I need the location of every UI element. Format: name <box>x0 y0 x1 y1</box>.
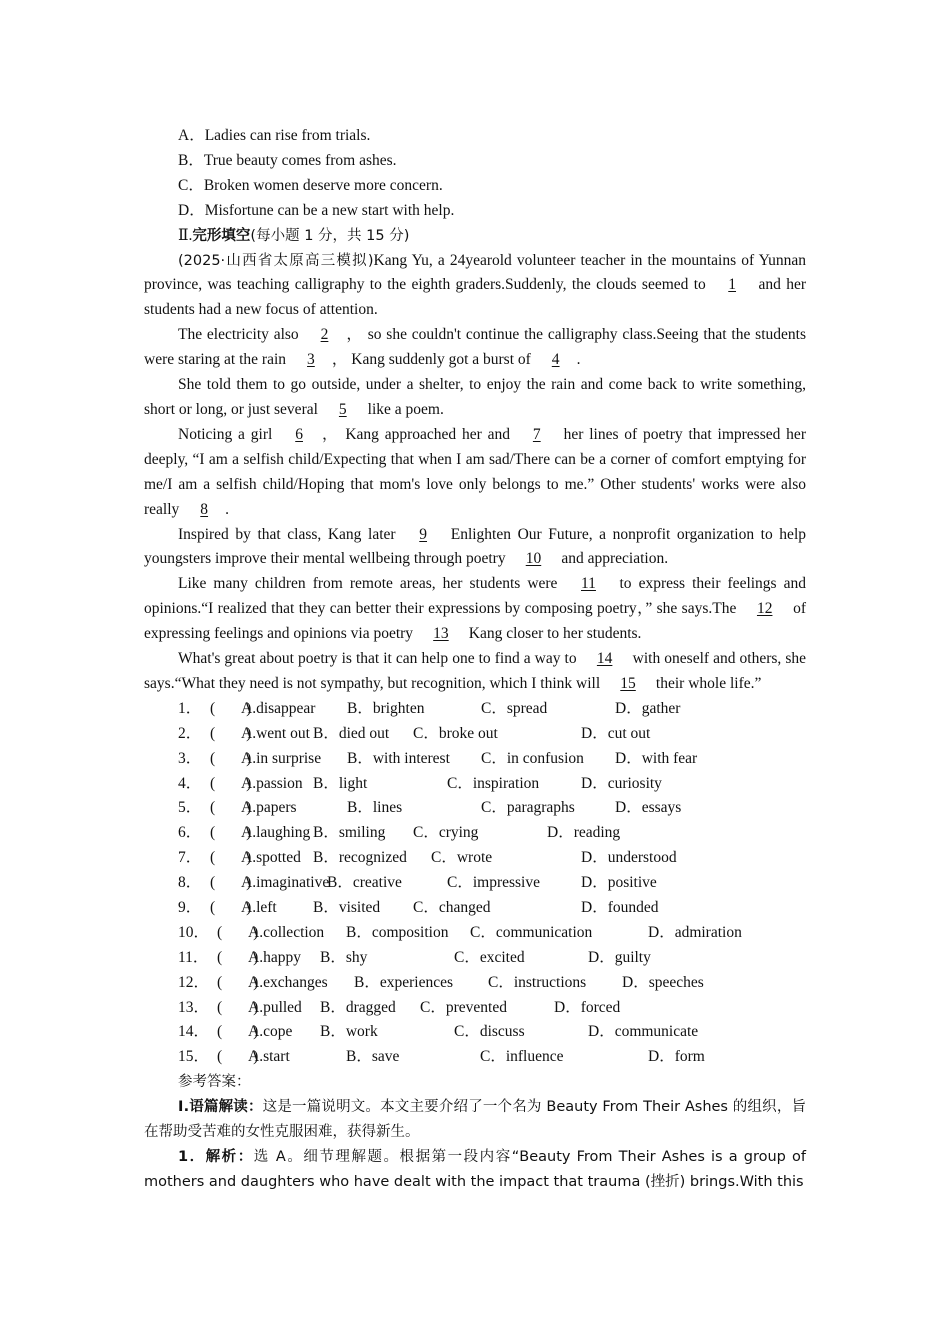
option-b: B．light <box>313 774 368 792</box>
blank-7: 7 <box>532 425 541 443</box>
option-c: C．prevented <box>420 998 507 1016</box>
answer-paren: ( ) <box>210 799 252 817</box>
blank-8: 8 <box>200 500 209 518</box>
section-note: (每小题 1 分，共 15 分) <box>250 227 410 244</box>
question-number: 14． <box>178 1023 210 1041</box>
question-number: 1． <box>178 699 202 717</box>
question-number: 4． <box>178 774 202 792</box>
option-a: A.cope <box>248 1023 293 1041</box>
blank-10: 10 <box>525 550 542 568</box>
option-b: B．save <box>346 1048 400 1066</box>
question-number: 15． <box>178 1048 210 1066</box>
option-d: D．guilty <box>588 948 651 966</box>
answer-heading: 参考答案： <box>178 1074 251 1091</box>
blank-2: 2 <box>320 326 329 344</box>
option-c: C．changed <box>413 898 491 916</box>
passage-text: The electricity also <box>178 326 304 344</box>
option-b: B．True beauty comes from ashes. <box>178 151 397 169</box>
option-b: B．smiling <box>313 824 386 842</box>
option-c: C．crying <box>413 824 479 842</box>
passage-paragraph-7 <box>144 647 806 697</box>
blank-11: 11 <box>581 575 596 593</box>
passage-text: Kang closer to her students. <box>464 625 642 643</box>
option-c: C．in confusion <box>481 749 584 767</box>
option-b: B．work <box>320 1023 378 1041</box>
question-row <box>144 747 806 772</box>
question-number: 9． <box>178 898 202 916</box>
question-row <box>144 1020 806 1045</box>
passage-source: (2025·山西省太原高三模拟) <box>178 252 374 269</box>
question-row <box>144 1045 806 1070</box>
answer-key <box>144 1070 806 1195</box>
option-d: D．reading <box>547 824 621 842</box>
passage-paragraph-2 <box>144 323 806 373</box>
option-b: B．recognized <box>313 849 407 867</box>
passage-text: Inspired by that class, Kang later <box>178 525 403 543</box>
analysis-label: Ⅰ.语篇解读： <box>178 1099 263 1116</box>
question-row <box>144 871 806 896</box>
previous-question-options <box>144 124 806 224</box>
question-number: 8． <box>178 874 202 892</box>
analysis-text: 这是一篇说明文。本文主要介绍了一个名为 Beauty From Their Ashes 的组织，旨在帮助受苦难的女性克服困难，获得新生。 <box>144 1099 806 1141</box>
option-c: C．paragraphs <box>481 799 575 817</box>
option-a: A.exchanges <box>248 973 328 991</box>
option-d: D．communicate <box>588 1023 699 1041</box>
option-a: A.start <box>248 1048 290 1066</box>
option-b: B．creative <box>327 874 402 892</box>
question-number: 12． <box>178 973 210 991</box>
passage-text: like a poem. <box>363 400 444 418</box>
passage-text: their whole life.” <box>652 674 762 692</box>
blank-6: 6 <box>295 425 303 443</box>
option-a: A.spotted <box>241 849 301 867</box>
option-c: C．excited <box>454 948 525 966</box>
option-d: D．positive <box>581 874 657 892</box>
passage-text: of expressing feelings and opinions via poetry <box>144 600 806 643</box>
q1-explanation <box>144 1145 806 1195</box>
option-b: B．shy <box>320 948 368 966</box>
option-c: C．discuss <box>454 1023 525 1041</box>
option-d: D．curiosity <box>581 774 662 792</box>
option-c: C．communication <box>470 923 593 941</box>
question-row <box>144 921 806 946</box>
option-a: A.went out <box>241 724 310 742</box>
question-row <box>144 946 806 971</box>
option-c: C．inspiration <box>447 774 540 792</box>
passage-text: her lines of poetry that impressed her deeply, “I am a selfish child/Expecting that when I am sad/There can be a corner of comfort emptying for me/I am a selfish child/Hoping that mom's love only belongs to me.” Other students' works were also really <box>144 425 806 518</box>
answer-paren: ( ) <box>217 1048 259 1066</box>
analysis-paragraph <box>144 1095 806 1145</box>
question-row <box>144 821 806 846</box>
option-b: B．composition <box>346 923 449 941</box>
blank-4: 4 <box>551 351 560 369</box>
option-c: C．broke out <box>413 724 498 742</box>
passage-text: and appreciation. <box>557 550 669 568</box>
option-d: D．admiration <box>648 923 742 941</box>
passage-paragraph-6 <box>144 572 806 647</box>
question-number: 10． <box>178 923 210 941</box>
option-c: C．influence <box>480 1048 564 1066</box>
option-d: D．Misfortune can be a new start with help. <box>178 201 455 219</box>
passage-text: She told them to go outside, under a shelter, to enjoy the rain and come back to write something, short or long, or just several <box>144 376 806 418</box>
blank-15: 15 <box>620 674 636 692</box>
option-a: A．Ladies can rise from trials. <box>178 127 371 144</box>
question-number: 5． <box>178 799 202 817</box>
option-a: A.in surprise <box>241 749 322 767</box>
answer-paren: ( ) <box>210 824 252 842</box>
q1-label: 1．解析： <box>178 1148 254 1165</box>
answer-paren: ( ) <box>210 898 252 916</box>
passage-text: . <box>576 351 581 369</box>
passage-paragraph-3 <box>144 373 806 423</box>
question-number: 3． <box>178 749 202 767</box>
answer-paren: ( ) <box>217 998 259 1016</box>
passage-text: ， so she couldn't continue the calligraphy class.Seeing that the students were staring at the rain <box>144 326 806 369</box>
option-d: D．understood <box>581 849 677 867</box>
passage-text: Enlighten Our Future, a nonprofit organization to help youngsters improve their mental wellbeing through poetry <box>144 525 806 568</box>
question-row <box>144 846 806 871</box>
question-row <box>144 996 806 1021</box>
blank-14: 14 <box>596 650 613 668</box>
option-d: D．cut out <box>581 724 651 742</box>
option-b: B．with interest <box>347 749 450 767</box>
question-row <box>144 796 806 821</box>
question-row <box>144 971 806 996</box>
blank-1: 1 <box>728 276 737 294</box>
option-d: D．forced <box>554 998 621 1016</box>
cloze-passage <box>144 249 806 697</box>
passage-paragraph-4 <box>144 423 806 523</box>
section-heading <box>144 224 806 249</box>
passage-paragraph-1 <box>144 249 806 324</box>
answer-paren: ( ) <box>210 774 252 792</box>
question-number: 7． <box>178 849 202 867</box>
passage-text: Noticing a girl <box>178 425 279 443</box>
answer-paren: ( ) <box>210 874 252 892</box>
question-row <box>144 896 806 921</box>
option-b: B．experiences <box>354 973 453 991</box>
answer-paren: ( ) <box>217 948 259 966</box>
option-a: A.passion <box>241 774 303 792</box>
answer-paren: ( ) <box>217 923 259 941</box>
option-d: D．speeches <box>622 973 704 991</box>
passage-paragraph-5 <box>144 523 806 573</box>
passage-text: with oneself and others, she says.“What they need is not sympathy, but recognition, which I think will <box>144 650 806 692</box>
option-c: C．spread <box>481 699 548 717</box>
option-c: C．wrote <box>431 849 493 867</box>
option-a: A.laughing <box>241 824 311 842</box>
option-b: B．visited <box>313 898 381 916</box>
option-d: D．founded <box>581 898 659 916</box>
option-b: B．died out <box>313 724 390 742</box>
question-number: 11． <box>178 948 209 966</box>
option-a: A.imaginative <box>241 874 330 892</box>
question-list <box>144 697 806 1070</box>
passage-text: . <box>225 500 230 518</box>
question-number: 2． <box>178 724 202 742</box>
question-row <box>144 697 806 722</box>
option-b: B．dragged <box>320 998 396 1016</box>
document-page <box>144 124 806 1195</box>
option-c: C．impressive <box>447 874 540 892</box>
option-d: D．essays <box>615 799 682 817</box>
option-c: C．instructions <box>488 973 587 991</box>
passage-text: and her students had a new focus of attention. <box>144 276 806 319</box>
option-d: D．gather <box>615 699 681 717</box>
option-a: A.collection <box>248 923 325 941</box>
blank-13: 13 <box>433 625 449 643</box>
passage-text: Like many children from remote areas, her students were <box>178 575 565 593</box>
section-title: 完形填空 <box>192 227 251 244</box>
passage-text: to express their feelings and opinions.“I realized that they can better their expressions by composing poetry，” she says.The <box>144 575 806 618</box>
option-b: B．lines <box>347 799 403 817</box>
question-number: 13． <box>178 998 210 1016</box>
passage-text: ， Kang approached her and <box>320 425 516 443</box>
option-a: A.papers <box>241 799 297 817</box>
option-a: A.left <box>241 898 277 916</box>
option-a: A.disappear <box>241 699 316 717</box>
option-d: D．with fear <box>615 749 698 767</box>
passage-text: ， Kang suddenly got a burst of <box>331 351 535 369</box>
blank-5: 5 <box>338 400 347 418</box>
option-b: B．brighten <box>347 699 425 717</box>
answer-paren: ( ) <box>217 1023 259 1041</box>
answer-paren: ( ) <box>210 849 252 867</box>
q1-text: 选 A。细节理解题。根据第一段内容“Beauty From Their Ashes is a group of mothers and daughters who have dealt with the impact that trauma (挫折) brings.With this <box>144 1148 806 1190</box>
option-a: A.pulled <box>248 998 302 1016</box>
blank-12: 12 <box>756 600 773 618</box>
section-roman: Ⅱ. <box>178 226 193 244</box>
question-row <box>144 772 806 797</box>
option-a: A.happy <box>248 948 301 966</box>
answer-paren: ( ) <box>210 749 252 767</box>
answer-paren: ( ) <box>210 699 252 717</box>
question-number: 6． <box>178 824 202 842</box>
answer-paren: ( ) <box>217 973 259 991</box>
blank-9: 9 <box>419 525 428 543</box>
blank-3: 3 <box>307 351 315 369</box>
option-c: C．Broken women deserve more concern. <box>178 176 443 194</box>
option-d: D．form <box>648 1048 705 1066</box>
passage-text: Kang Yu, a 24yearold volunteer teacher in the mountains of Yunnan province, was teaching calligraphy to the eighth graders.Suddenly, the clouds seemed to <box>144 251 806 294</box>
passage-text: What's great about poetry is that it can help one to find a way to <box>178 650 581 668</box>
question-row <box>144 722 806 747</box>
answer-paren: ( ) <box>210 724 252 742</box>
